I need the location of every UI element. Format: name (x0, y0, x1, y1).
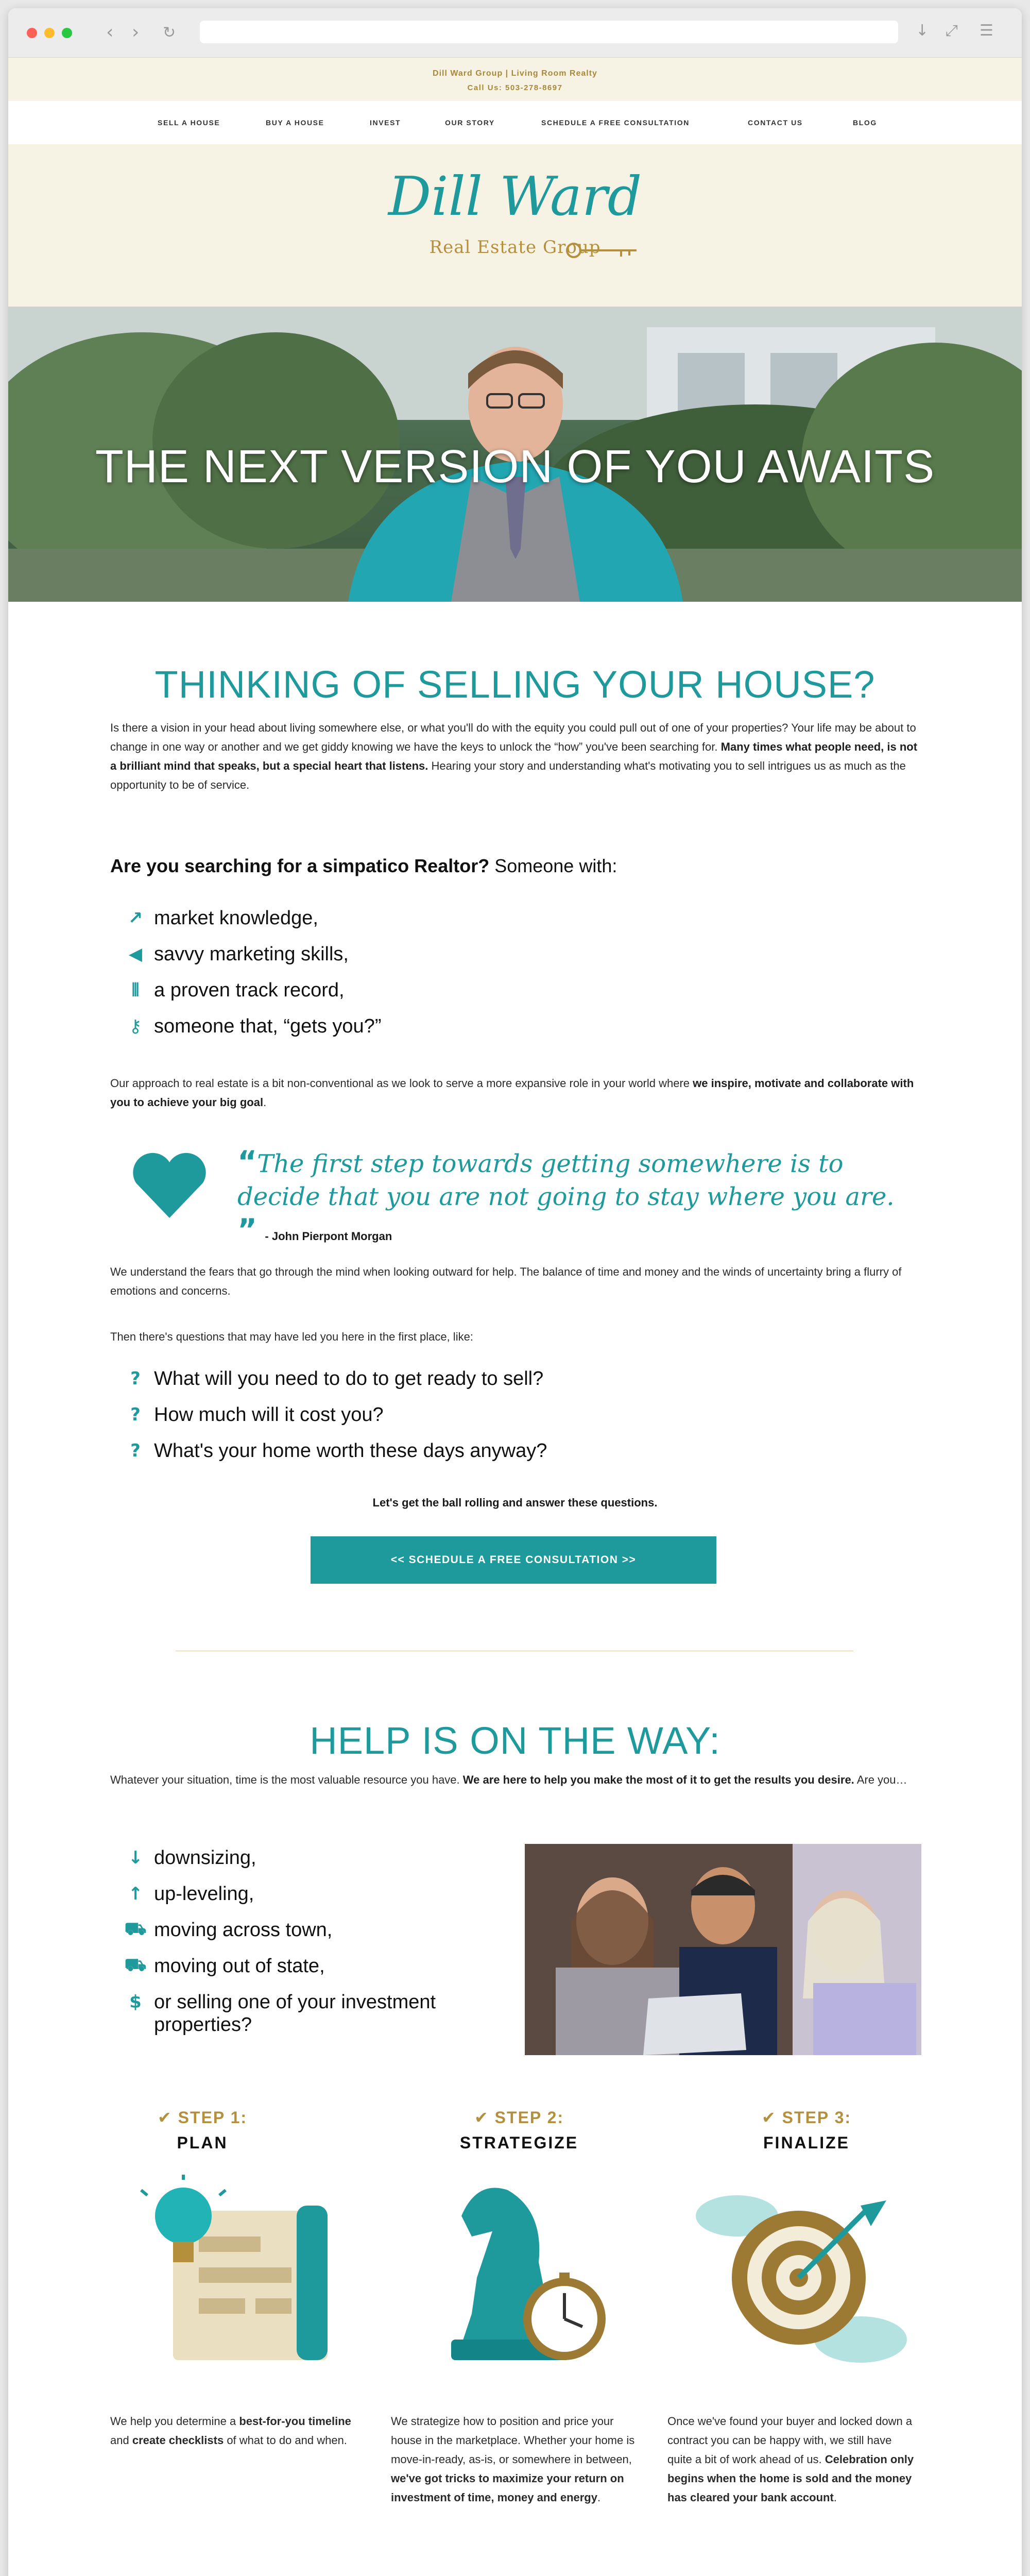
situation-text: moving out of state, (154, 1955, 325, 1977)
step-text: We help you determine a (110, 2415, 236, 2428)
quote-text: The first step towards getting somewhere is to decide that you are not going to stay where you are. (237, 1149, 895, 1211)
cta-text: Let's get the ball rolling and answer these questions. (372, 1496, 658, 1509)
hero-headline: THE NEXT VERSION OF YOU AWAITS (95, 441, 935, 493)
selling-title: THINKING OF SELLING YOUR HOUSE? (154, 663, 876, 706)
megaphone-icon: ◀ (128, 944, 143, 964)
fullscreen-icon[interactable]: ⤢ (946, 22, 958, 40)
quote-open-icon: “ (237, 1144, 258, 1179)
heart-icon (131, 1151, 208, 1223)
schedule-consultation-button[interactable]: << SCHEDULE A FREE CONSULTATION >> (311, 1536, 716, 1584)
step-bold: Celebration only begins when the home is sold and the money has cleared your bank account (667, 2453, 914, 2504)
approach-paragraph (110, 1074, 924, 1112)
help-intro (110, 1770, 924, 1789)
simpatico-question (110, 855, 924, 877)
hero-banner (8, 307, 1022, 602)
key-icon: ⚷ (129, 1016, 142, 1037)
check-circle-icon: ✔ (157, 2108, 173, 2127)
back-arrow-icon[interactable]: ‹ (106, 22, 114, 43)
question-icon: ? (130, 1440, 141, 1461)
questions-intro: Then there's questions that may have led you here in the first place, like: (110, 1330, 473, 1343)
check-circle-icon: ✔ (474, 2108, 489, 2127)
contact-bar (8, 58, 1022, 101)
minimize-window-button[interactable] (44, 28, 55, 38)
step-1-label-text: STEP 1: (178, 2108, 248, 2127)
step-text: and (110, 2434, 129, 2447)
situation-text: up-leveling, (154, 1883, 254, 1905)
selling-intro-bold: Many times what people need, is not a brilliant mind that speaks, but a special heart that listens. (110, 740, 918, 772)
question-text: What's your home worth these days anyway? (154, 1440, 547, 1462)
menu-icon[interactable]: ☰ (980, 22, 993, 40)
quality-text: savvy marketing skills, (154, 943, 349, 965)
step-3-description (667, 2412, 915, 2507)
team-photo-illustration (525, 1844, 921, 2055)
check-circle-icon: ✔ (761, 2108, 777, 2127)
logo-tagline: Real Estate Group (429, 237, 601, 258)
nav-buy-a-house[interactable]: BUY A HOUSE (266, 118, 324, 127)
download-icon[interactable]: ↓ (916, 22, 929, 40)
step-text: of what to do and when. (227, 2434, 347, 2447)
nav-sell-a-house[interactable]: SELL A HOUSE (158, 118, 220, 127)
quality-text: a proven track record, (154, 979, 345, 1001)
step-1-description (110, 2412, 357, 2450)
step-2-label-text: STEP 2: (494, 2108, 564, 2127)
forward-arrow-icon[interactable]: › (132, 22, 140, 43)
step-2-label (442, 2108, 596, 2127)
arrow-up-icon: ↑ (128, 1884, 143, 1904)
fears-paragraph: We understand the fears that go through the mind when looking outward for help. The balance of time and money and the winds of uncertainty bring a flurry of emotions and concerns. (110, 1265, 902, 1297)
maximize-window-button[interactable] (62, 28, 72, 38)
question-icon: ? (130, 1368, 141, 1389)
blueprint-lightbulb-illustration (132, 2175, 348, 2370)
nav-schedule-consultation[interactable]: SCHEDULE A FREE CONSULTATION (541, 118, 690, 127)
quote-author: - John Pierpont Morgan (265, 1230, 392, 1243)
simpatico-rest: Someone with: (494, 855, 617, 876)
step-3-label-text: STEP 3: (782, 2108, 852, 2127)
target-dartboard-illustration (691, 2175, 912, 2370)
nav-invest[interactable]: INVEST (370, 118, 401, 127)
help-intro-bold: We are here to help you make the most of it to get the results you desire. (462, 1773, 854, 1786)
step-3-label (729, 2108, 884, 2127)
selling-intro-text: Is there a vision in your head about living somewhere else, or what you'll do with the equity you could pull out of one of your properties? Your life may be about to change in one way or another and we get giddy knowing we have the keys to unlock the “how” you've been searching for. (110, 721, 916, 753)
step-2-description (391, 2412, 638, 2507)
arrow-down-icon: ↓ (128, 1848, 143, 1868)
nav-blog[interactable]: BLOG (853, 118, 877, 127)
browser-window (8, 8, 1022, 2576)
selling-intro (110, 718, 924, 794)
step-2-title: STRATEGIZE (459, 2133, 579, 2152)
help-title: HELP IS ON THE WAY: (310, 1719, 720, 1762)
logo-wordmark[interactable]: Dill Ward (388, 165, 642, 228)
simpatico-bold: Are you searching for a simpatico Realtor? (110, 855, 490, 876)
quality-text: market knowledge, (154, 907, 318, 929)
step-1-label (125, 2108, 280, 2127)
step-text: Once we've found your buyer and locked down a contract you can be happy with, we still have quite a bit of work ahead of us. (667, 2415, 913, 2466)
chart-icon: ↗ (128, 908, 143, 928)
help-intro-text: Whatever your situation, time is the most valuable resource you have. (110, 1773, 460, 1786)
chess-knight-stopwatch-illustration (431, 2175, 616, 2370)
reload-icon[interactable]: ↻ (163, 24, 176, 42)
company-line: Dill Ward Group | Living Room Realty (433, 69, 597, 78)
question-text: How much will it cost you? (154, 1404, 384, 1426)
step-bold: we've got tricks to maximize your return on investment of time, money and energy (391, 2472, 624, 2504)
phone-line[interactable]: Call Us: 503-278-8697 (467, 83, 563, 92)
nav-our-story[interactable]: OUR STORY (445, 118, 495, 127)
browser-toolbar (8, 8, 1022, 58)
quote-block (237, 1145, 907, 1253)
help-intro-end: Are you… (856, 1773, 907, 1786)
approach-end: . (263, 1096, 267, 1109)
step-text: . (597, 2491, 601, 2504)
road-icon: ⫴ (131, 980, 140, 1001)
situation-text: downsizing, (154, 1847, 256, 1869)
approach-text: Our approach to real estate is a bit non-conventional as we look to serve a more expansive role in your world where (110, 1077, 690, 1090)
selling-intro-text-2: Hearing your story and understanding what's motivating you to sell intrigues us as much as the opportunity to be of service. (110, 759, 906, 791)
quote-close-icon: ” (237, 1212, 258, 1247)
team-photo (525, 1844, 921, 2055)
step-3-title: FINALIZE (763, 2133, 850, 2152)
close-window-button[interactable] (27, 28, 37, 38)
situation-text: or selling one of your investment properties? (154, 1991, 436, 2036)
dollar-icon: $ (129, 1992, 142, 2012)
address-bar[interactable] (200, 21, 898, 43)
car-icon: ⛟ (124, 1918, 147, 1939)
truck-icon: ⛟ (124, 1954, 147, 1975)
situation-text: moving across town, (154, 1919, 333, 1941)
logo-band (8, 144, 1022, 307)
step-text: . (833, 2491, 837, 2504)
nav-contact-us[interactable]: CONTACT US (748, 118, 803, 127)
approach-bold: we inspire, motivate and collaborate with you to achieve your big goal (110, 1077, 914, 1109)
quality-text: someone that, “gets you?” (154, 1015, 382, 1037)
step-bold: create checklists (132, 2434, 224, 2447)
step-1-title: PLAN (177, 2133, 228, 2152)
question-icon: ? (130, 1404, 141, 1425)
step-text: We strategize how to position and price your house in the marketplace. Whether your home is move-in-ready, as-is, or somewhere in between, (391, 2415, 635, 2466)
question-text: What will you need to do to get ready to sell? (154, 1368, 544, 1389)
step-bold: best-for-you timeline (239, 2415, 351, 2428)
main-navigation (8, 101, 1022, 145)
